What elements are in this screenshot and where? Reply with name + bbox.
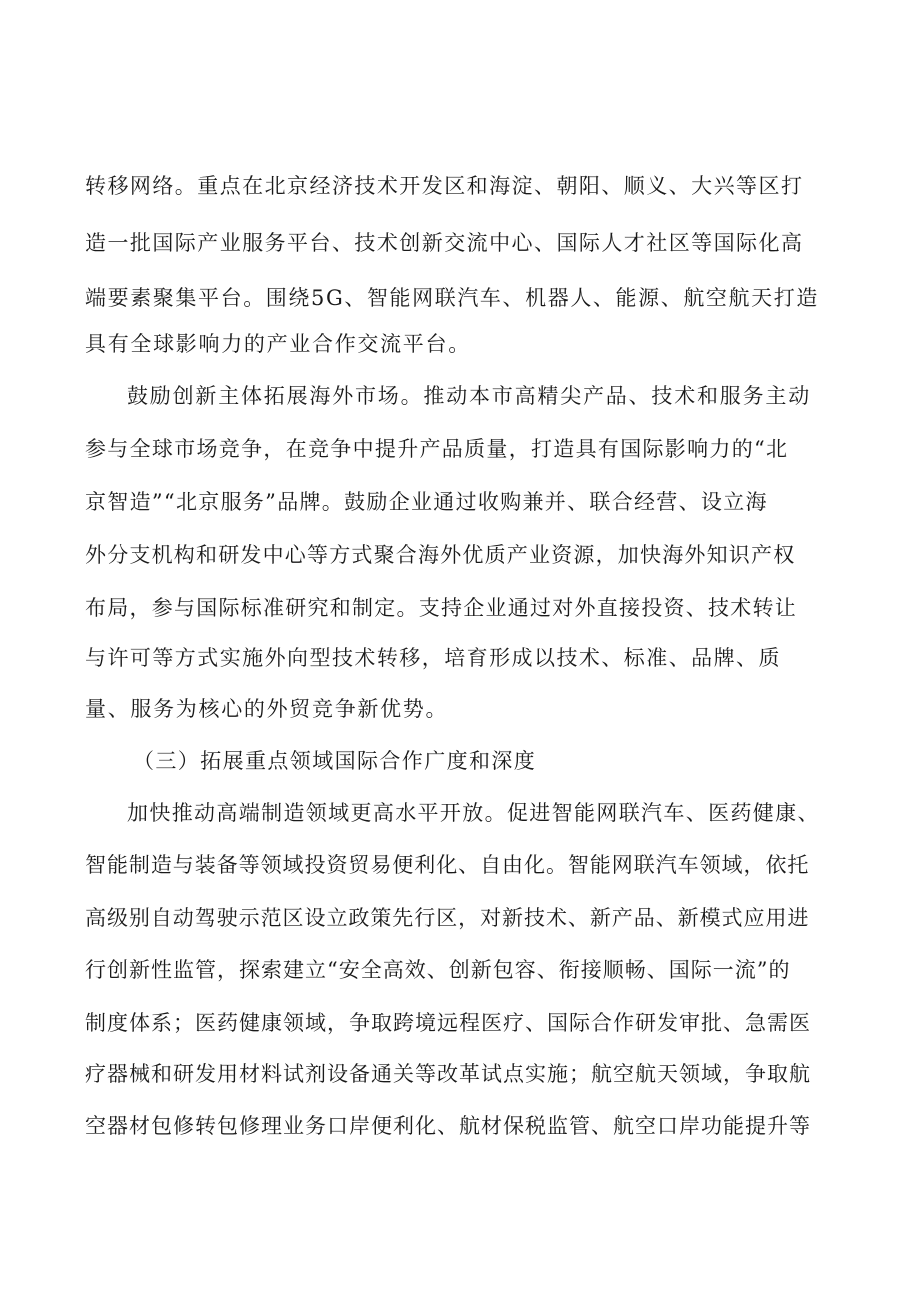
text-line-2: 造一批国际产业服务平台、技术创新交流中心、国际人才社区等国际化高 — [85, 231, 804, 255]
section-heading: （三）拓展重点领域国际合作广度和深度 — [133, 749, 537, 773]
text-line-14: 智能制造与装备等领域投资贸易便利化、自由化。智能网联汽车领域，依托 — [85, 853, 810, 877]
text-line-11: 量、服务为核心的外贸竞争新优势。 — [85, 697, 449, 721]
text-line-8: 外分支机构和研发中心等方式聚合海外优质产业资源，加快海外知识产权 — [85, 543, 796, 567]
text-line-15: 高级别自动驾驶示范区设立政策先行区，对新技术、新产品、新模式应用进 — [85, 906, 810, 930]
text-line-17: 制度体系；医药健康领域，争取跨境远程医疗、国际合作研发审批、急需医 — [85, 1011, 811, 1035]
text-line-7: 京智造”“北京服务”品牌。鼓励企业通过收购兼并、联合经营、设立海 — [85, 490, 768, 514]
text-line-3: 端要素聚集平台。围绕5G、智能网联汽车、机器人、能源、航空航天打造 — [85, 286, 819, 310]
text-line-4: 具有全球影响力的产业合作交流平台。 — [85, 332, 471, 356]
text-line-19: 空器材包修转包修理业务口岸便利化、航材保税监管、航空口岸功能提升等 — [85, 1114, 811, 1138]
text-line-18: 疗器械和研发用材料试剂设备通关等改革试点实施；航空航天领域，争取航 — [85, 1062, 811, 1086]
text-line-6: 参与全球市场竞争，在竞争中提升产品质量，打造具有国际影响力的“北 — [85, 437, 789, 461]
text-line-1: 转移网络。重点在北京经济技术开发区和海淀、朝阳、顺义、大兴等区打 — [85, 174, 804, 198]
text-line-10: 与许可等方式实施外向型技术转移，培育形成以技术、标准、品牌、质 — [85, 646, 781, 670]
text-line-13: 加快推动高端制造领域更高水平开放。促进智能网联汽车、医药健康、 — [127, 801, 820, 825]
text-line-9: 布局，参与国际标准研究和制定。支持企业通过对外直接投资、技术转让 — [85, 596, 797, 620]
text-line-16: 行创新性监管，探索建立“安全高效、创新包容、衔接顺畅、国际一流”的 — [85, 958, 791, 982]
text-line-5: 鼓励创新主体拓展海外市场。推动本市高精尖产品、技术和服务主动 — [127, 384, 811, 408]
